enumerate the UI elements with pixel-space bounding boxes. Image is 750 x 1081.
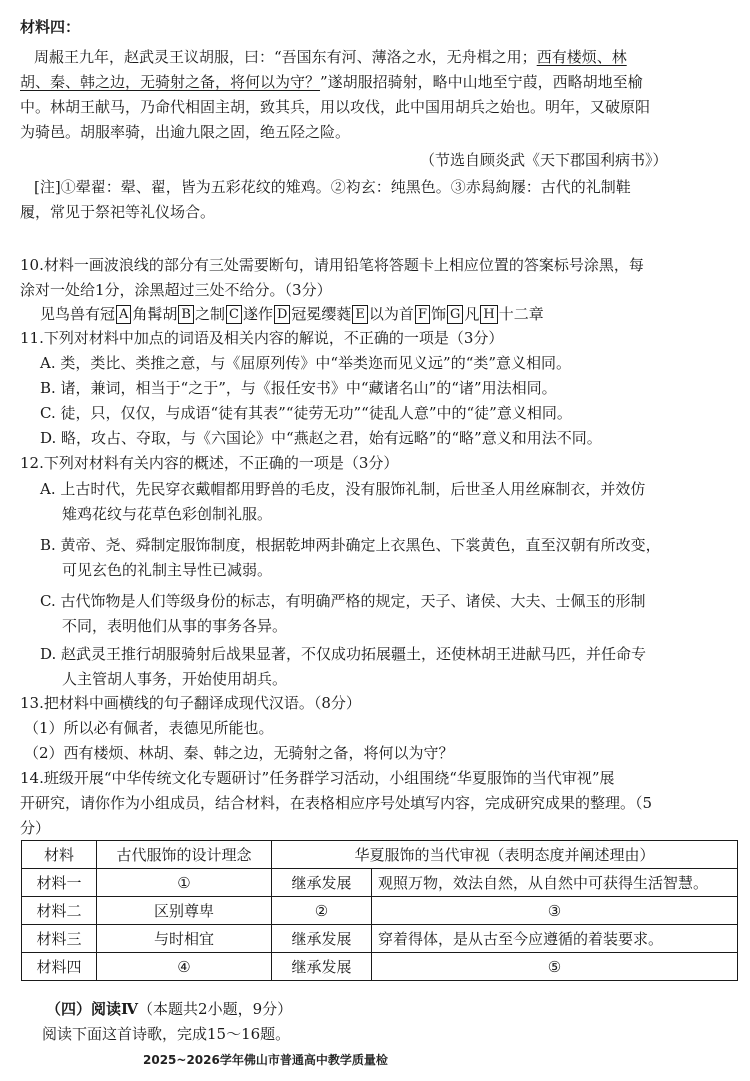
answer-mark-a: A — [116, 305, 131, 324]
answer-mark-e: E — [352, 305, 368, 324]
section4-instruction: 阅读下面这首诗歌，完成15～16题。 — [42, 1025, 291, 1043]
text-span: ”遂胡服招骑射，略中山地至宁葭，西略胡地至榆 — [320, 73, 643, 91]
segment-text: 凡 — [464, 305, 480, 323]
page-footer: 2025~2026学年佛山市普通高中教学质量检 — [143, 1053, 388, 1067]
q10-segment-line — [40, 303, 544, 325]
answer-mark-b: B — [178, 305, 194, 324]
research-table — [21, 840, 738, 981]
table-cell: 继承发展 — [272, 953, 372, 981]
section4-subtitle: （本题共2小题，9分） — [138, 1000, 293, 1018]
q12-option-d-2: 人主管胡人事务，开始使用胡兵。 — [62, 670, 288, 688]
material4-source: （节选自顾炎武《天下郡国利病书》） — [420, 151, 668, 169]
table-cell: ① — [97, 869, 272, 897]
header-design-concept: 古代服饰的设计理念 — [97, 841, 272, 869]
table-cell: 材料一 — [22, 869, 97, 897]
answer-mark-h: H — [480, 305, 497, 324]
table-row — [22, 953, 738, 981]
q12-option-a-2: 雉鸡花纹与花草色彩创制礼服。 — [62, 505, 273, 523]
text-span: 周赧王九年，赵武灵王议胡服，曰：“吾国东有河、薄洛之水，无舟楫之用； — [34, 48, 537, 66]
section4-heading — [46, 998, 292, 1020]
segment-text: 十二章 — [498, 305, 544, 323]
segment-text: 角髯胡 — [132, 305, 178, 323]
table-cell: ⑤ — [372, 953, 738, 981]
q12-option-a-1: A. 上古时代，先民穿衣戴帽都用野兽的毛皮，没有服饰礼制，后世圣人用丝麻制衣，并效仿 — [40, 480, 646, 498]
q10-line-2: 涂对一处给1分，涂黑超过三处不给分。（3分） — [20, 281, 332, 299]
table-cell: 材料三 — [22, 925, 97, 953]
q11-option-b: B. 诸，兼词，相当于“之于”，与《报任安书》中“藏诸名山”的“诸”用法相同。 — [40, 379, 557, 397]
table-cell: 与时相宜 — [97, 925, 272, 953]
q14-line-1: 14.班级开展“中华传统文化专题研讨”任务群学习活动，小组围绕“华夏服饰的当代审视”展 — [20, 769, 615, 787]
segment-text: 以为首 — [368, 305, 414, 323]
q12-option-b-1: B. 黄帝、尧、舜制定服饰制度，根据乾坤两卦确定上衣黑色、下裳黄色，直至汉朝有所改变， — [40, 536, 661, 554]
answer-mark-c: C — [226, 305, 242, 324]
q12-option-c-2: 不同，表明他们从事的事务各异。 — [62, 617, 288, 635]
header-modern-review: 华夏服饰的当代审视（表明态度并阐述理由） — [272, 841, 738, 869]
table-cell: 材料四 — [22, 953, 97, 981]
answer-mark-d: D — [274, 305, 290, 324]
q14-line-3: 分） — [20, 819, 51, 837]
table-cell: 穿着得体，是从古至今应遵循的着装要求。 — [372, 925, 738, 953]
table-cell: 继承发展 — [272, 925, 372, 953]
material4-line-4: 为骑邑。胡服率骑，出逾九限之固，绝五陉之险。 — [20, 123, 351, 141]
table-cell: ② — [272, 897, 372, 925]
note-line-1: [注]①翚翟：翚、翟，皆为五彩花纹的雉鸡。②袀玄：纯黑色。③赤舄絇屦：古代的礼制鞋 — [34, 178, 631, 196]
material4-line-3: 中。林胡王献马，乃命代相固主胡，致其兵，用以攻伐，此中国用胡兵之始也。明年，又破原阳 — [20, 98, 651, 116]
table-cell: ③ — [372, 897, 738, 925]
q12-option-b-2: 可见玄色的礼制主导性已减弱。 — [62, 561, 273, 579]
q13-stem: 13.把材料中画横线的句子翻译成现代汉语。（8分） — [20, 694, 361, 712]
table-cell: 观照万物，效法自然，从自然中可获得生活智慧。 — [372, 869, 738, 897]
table-row — [22, 897, 738, 925]
material4-line-1 — [34, 46, 627, 68]
segment-text: 饰 — [430, 305, 446, 323]
q13-sentence-2: （2）西有楼烦、林胡、秦、韩之边，无骑射之备，将何以为守？ — [24, 744, 454, 762]
q12-option-c-1: C. 古代饰物是人们等级身份的标志，有明确严格的规定，天子、诸侯、大夫、士佩玉的形制 — [40, 592, 646, 610]
q12-option-d-1: D. 赵武灵王推行胡服骑射后战果显著，不仅成功拓展疆土，还使林胡王进献马匹，并任命专 — [40, 645, 647, 663]
table-row — [22, 869, 738, 897]
segment-text: 冠冕缨蕤 — [291, 305, 352, 323]
q11-stem: 11.下列对材料中加点的词语及相关内容的解说，不正确的一项是（3分） — [20, 329, 504, 347]
segment-text: 遂作 — [242, 305, 273, 323]
answer-mark-f: F — [415, 305, 430, 324]
table-cell: ④ — [97, 953, 272, 981]
underlined-sentence: 胡、秦、韩之边，无骑射之备，将何以为守？ — [20, 73, 321, 91]
table-cell: 材料二 — [22, 897, 97, 925]
q12-stem: 12.下列对材料有关内容的概述，不正确的一项是（3分） — [20, 454, 399, 472]
q13-sentence-1: （1）所以必有佩者，表德见所能也。 — [24, 719, 274, 737]
table-cell: 区别尊卑 — [97, 897, 272, 925]
q11-option-c: C. 徒，只，仅仅，与成语“徒有其表”“徒劳无功”“徒乱人意”中的“徒”意义相同。 — [40, 404, 572, 422]
segment-text: 见鸟兽有冠 — [40, 305, 116, 323]
section4-title: （四）阅读Ⅳ — [46, 1000, 139, 1018]
material4-line-2 — [20, 71, 643, 93]
segment-text: 之制 — [194, 305, 225, 323]
table-cell: 继承发展 — [272, 869, 372, 897]
table-row — [22, 925, 738, 953]
material4-title: 材料四： — [20, 18, 81, 36]
note-line-2: 履，常见于祭祀等礼仪场合。 — [20, 203, 216, 221]
table-header-row — [22, 841, 738, 869]
header-material: 材料 — [22, 841, 97, 869]
q14-line-2: 开研究，请你作为小组成员，结合材料，在表格相应序号处填写内容，完成研究成果的整理。（5 — [20, 794, 653, 812]
q10-line-1: 10.材料一画波浪线的部分有三处需要断句，请用铅笔将答题卡上相应位置的答案标号涂黑，每 — [20, 256, 644, 274]
answer-mark-g: G — [447, 305, 463, 324]
q11-option-d: D. 略，攻占、夺取，与《六国论》中“燕赵之君，始有远略”的“略”意义和用法不同。 — [40, 429, 602, 447]
underlined-sentence: 西有楼烦、林 — [536, 48, 627, 66]
q11-option-a: A. 类，类比、类推之意，与《屈原列传》中“举类迩而见义远”的“类”意义相同。 — [40, 354, 572, 372]
